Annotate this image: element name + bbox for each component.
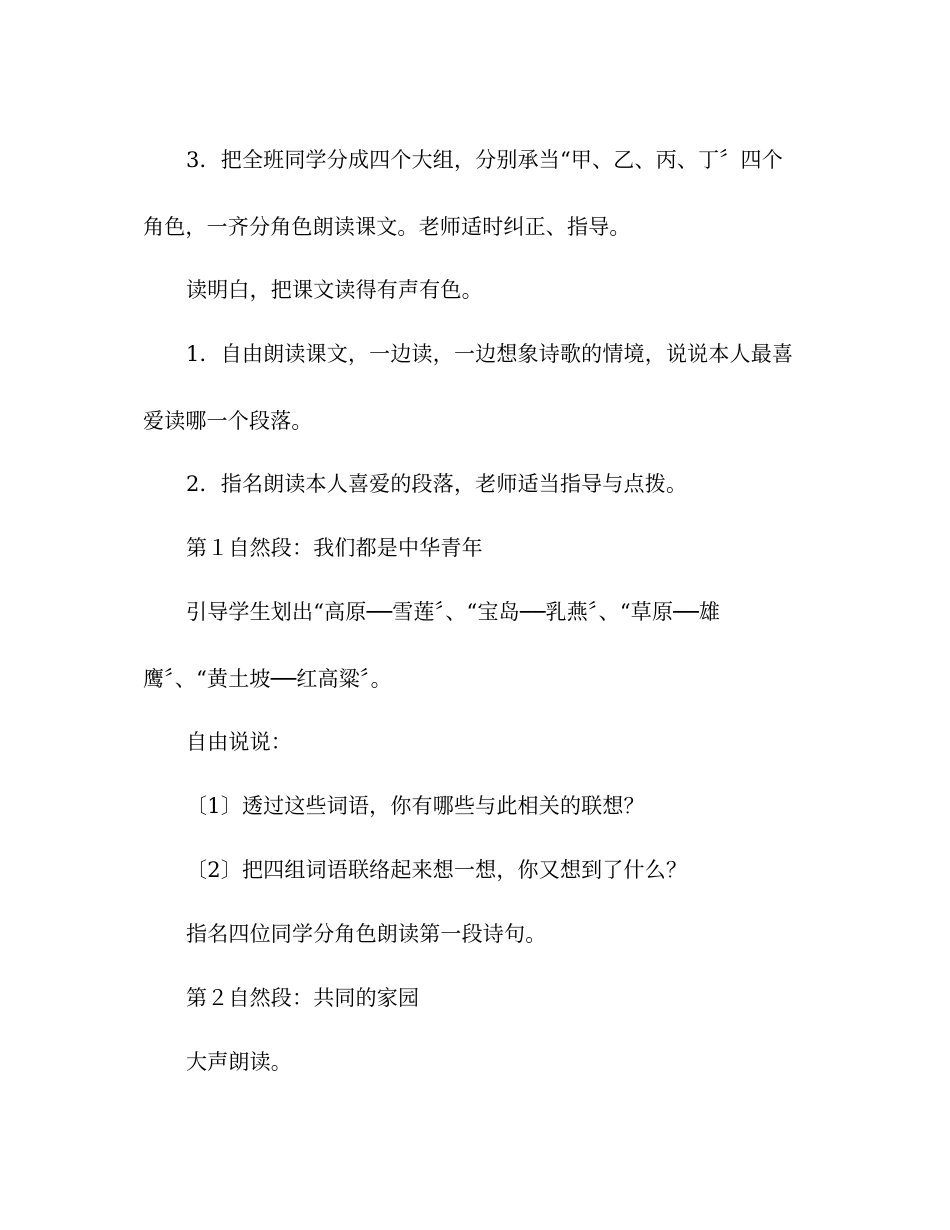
paragraph-line: 读明白，把课文读得有声有色。 xyxy=(186,278,483,302)
paragraph-line: 〔1〕透过这些词语，你有哪些与此相关的联想？ xyxy=(186,794,645,818)
paragraph-line: 大声朗读。 xyxy=(186,1050,292,1074)
paragraph-line: 〔2〕把四组词语联络起来想一想，你又想到了什么？ xyxy=(186,858,688,882)
paragraph-line: 指名四位同学分角色朗读第一段诗句。 xyxy=(186,922,547,946)
paragraph-line: 3．把全班同学分成四个大组，分别承当“甲、乙、丙、丁〞四个 xyxy=(186,148,783,172)
paragraph-line: 自由说说： xyxy=(186,730,292,754)
paragraph-line: 引导学生划出“高原──雪莲〞、“宝岛──乳燕〞、“草原──雄 xyxy=(186,600,721,624)
paragraph-line: 爱读哪一个段落。 xyxy=(143,409,313,433)
paragraph-line: 角色，一齐分角色朗读课文。老师适时纠正、指导。 xyxy=(143,215,631,239)
paragraph-line: 第２自然段：共同的家园 xyxy=(186,986,420,1010)
paragraph-line: 第１自然段：我们都是中华青年 xyxy=(186,536,483,560)
paragraph-line: 2．指名朗读本人喜爱的段落，老师适当指导与点拨。 xyxy=(186,472,688,496)
paragraph-line: 1．自由朗读课文，一边读，一边想象诗歌的情境，说说本人最喜 xyxy=(186,342,794,366)
paragraph-line: 鹰〞、“黄土坡──红高粱〞。 xyxy=(143,667,392,691)
